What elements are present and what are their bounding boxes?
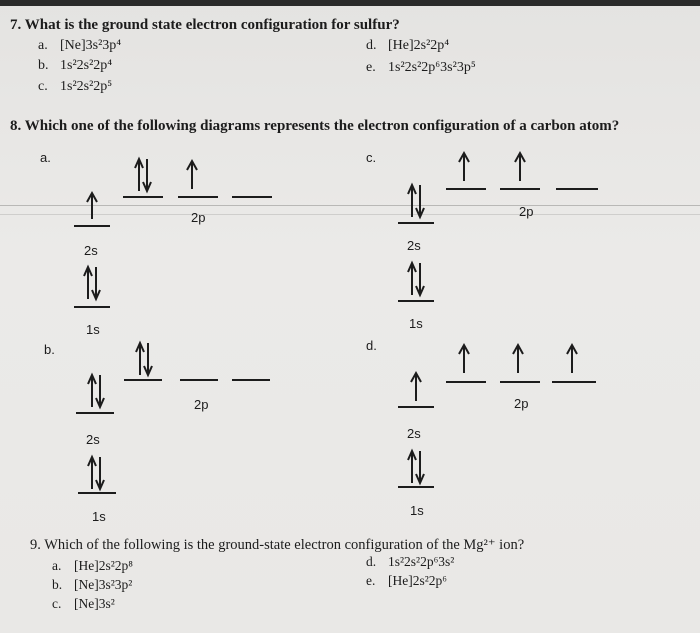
q8-question: 8. Which one of the following diagrams represents the electron configuration of a carbon atom? xyxy=(10,118,620,134)
diagram-b-2s-level xyxy=(76,412,114,414)
electron-pair-arrows xyxy=(88,456,104,490)
q7-option-c: c. 1s²2s²2p⁵ xyxy=(38,79,113,94)
electron-up-arrow xyxy=(514,152,526,182)
electron-pair-arrows xyxy=(408,450,424,484)
q9-option-d: d. 1s²2s²2p⁶3s² xyxy=(366,554,455,569)
q9-option-b: b. [Ne]3s²3p² xyxy=(52,577,133,592)
diagram-b-2p-level-3 xyxy=(232,379,270,381)
diagram-b-1s-label: 1s xyxy=(92,509,106,524)
electron-pair-arrows xyxy=(408,184,424,218)
top-edge xyxy=(0,0,700,6)
diagram-a-1s-label: 1s xyxy=(86,322,100,337)
electron-pair-arrows xyxy=(88,374,104,408)
diagram-b-1s-level xyxy=(78,492,116,494)
electron-pair-arrows xyxy=(136,342,152,376)
diagram-a-2p-level-2 xyxy=(178,196,218,198)
diagram-d-2p-level-3 xyxy=(552,381,596,383)
electron-pair-arrows xyxy=(135,158,151,192)
diagram-a-1s-level xyxy=(74,306,110,308)
q7-option-d: d. [He]2s²2p⁴ xyxy=(366,38,450,53)
q7-option-e: e. 1s²2s²2p⁶3s²3p⁵ xyxy=(366,60,476,75)
diagram-d-2p-level-2 xyxy=(500,381,540,383)
diagram-c-2p-level-2 xyxy=(500,188,540,190)
q9-option-a: a. [He]2s²2p⁸ xyxy=(52,558,133,573)
diagram-a-2s-label: 2s xyxy=(84,243,98,258)
diagram-c-1s-level xyxy=(398,300,434,302)
electron-up-arrow xyxy=(186,160,198,190)
q9-option-c: c. [Ne]3s² xyxy=(52,596,115,611)
electron-pair-arrows xyxy=(84,266,100,300)
diagram-c-2s-label: 2s xyxy=(407,238,421,253)
diagram-d-1s-label: 1s xyxy=(410,503,424,518)
electron-up-arrow xyxy=(458,344,470,374)
q7-option-a: a. [Ne]3s²3p⁴ xyxy=(38,38,122,53)
q7-question: 7. What is the ground state electron configuration for sulfur? xyxy=(10,17,400,33)
page-fold-line xyxy=(0,205,700,206)
electron-up-arrow xyxy=(458,152,470,182)
diagram-b-2s-label: 2s xyxy=(86,432,100,447)
electron-up-arrow xyxy=(86,192,98,220)
diagram-a-2p-level-3 xyxy=(232,196,272,198)
diagram-a-2s-level xyxy=(74,225,110,227)
q9-option-e: e. [He]2s²2p⁶ xyxy=(366,573,447,588)
diagram-d-2p-level-1 xyxy=(446,381,486,383)
diagram-d-label: d. xyxy=(366,338,377,353)
diagram-c-2s-level xyxy=(398,222,434,224)
diagram-c-2p-level-3 xyxy=(556,188,598,190)
diagram-c-2p-level-1 xyxy=(446,188,486,190)
diagram-d-2p-label: 2p xyxy=(514,396,529,411)
diagram-d-2s-label: 2s xyxy=(407,426,421,441)
page-fold-line-2 xyxy=(0,214,700,215)
diagram-d-2s-level xyxy=(398,406,434,408)
diagram-a-2p-label: 2p xyxy=(191,210,206,225)
q9-question: 9. Which of the following is the ground-state electron configuration of the Mg²⁺ ion? xyxy=(30,537,525,553)
q7-option-b: b. 1s²2s²2p⁴ xyxy=(38,58,113,73)
diagram-c-label: c. xyxy=(366,150,377,165)
diagram-c-1s-label: 1s xyxy=(409,316,423,331)
electron-pair-arrows xyxy=(408,262,424,296)
diagram-d-1s-level xyxy=(398,486,434,488)
electron-up-arrow xyxy=(566,344,578,374)
diagram-c-2p-label: 2p xyxy=(519,204,534,219)
diagram-b-label: b. xyxy=(44,342,55,357)
electron-up-arrow xyxy=(512,344,524,374)
electron-up-arrow xyxy=(410,372,422,402)
diagram-b-2p-level-2 xyxy=(180,379,218,381)
diagram-a-label: a. xyxy=(40,150,51,165)
diagram-b-2p-label: 2p xyxy=(194,397,209,412)
diagram-b-2p-level-1 xyxy=(124,379,162,381)
diagram-a-2p-level-1 xyxy=(123,196,163,198)
